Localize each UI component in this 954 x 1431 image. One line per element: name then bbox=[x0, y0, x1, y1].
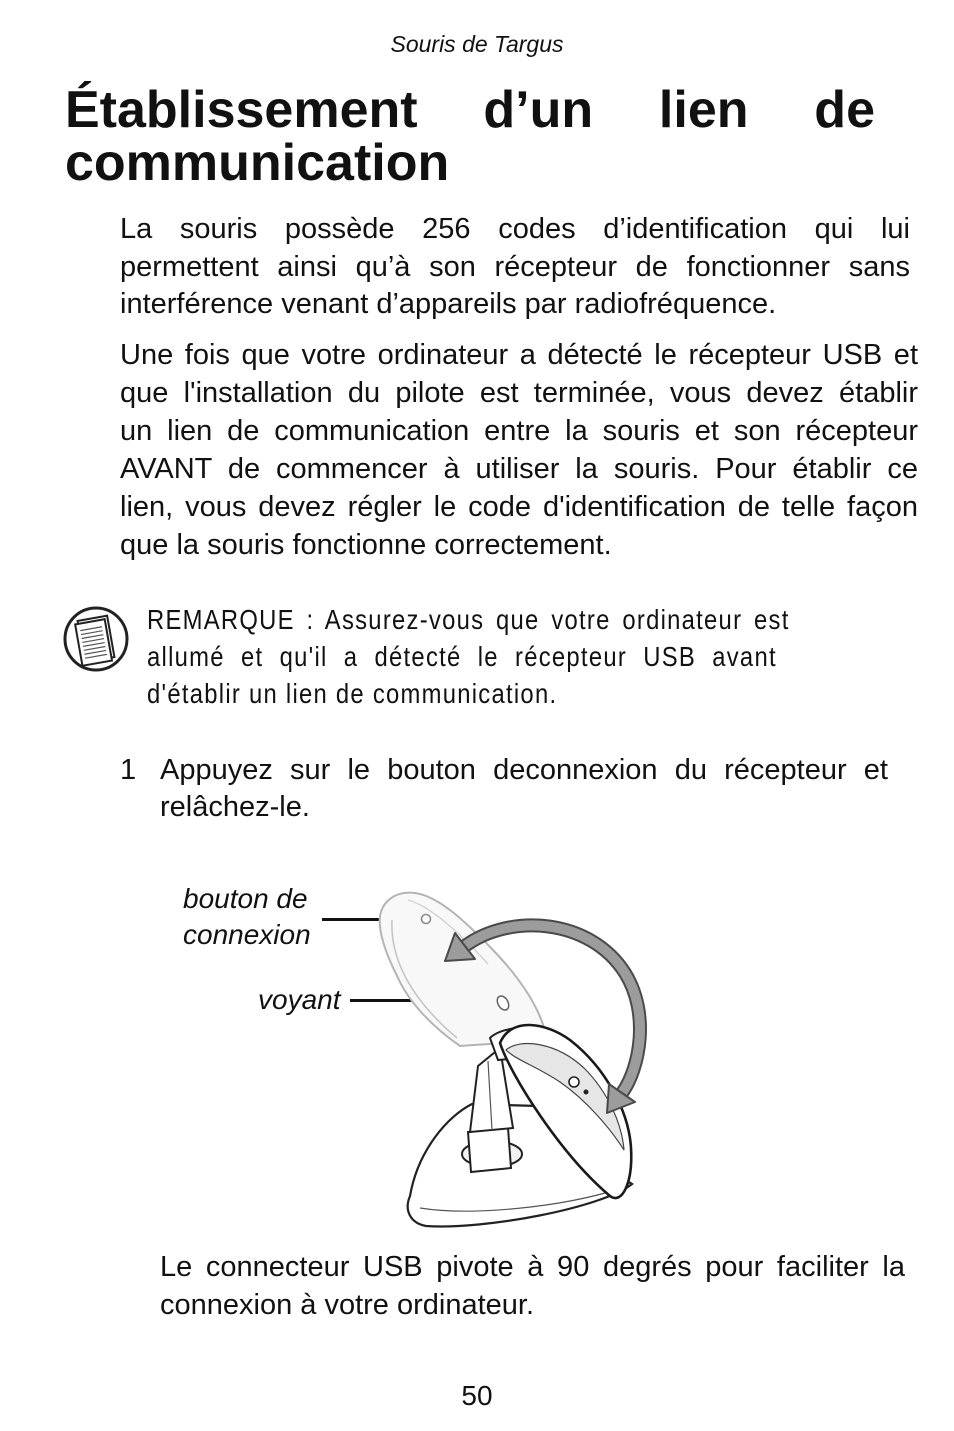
paragraph-2 bbox=[120, 336, 918, 564]
label-line: connexion bbox=[183, 919, 311, 950]
paragraph-line: La souris possède 256 codes d’identification qui lui bbox=[120, 213, 910, 245]
note-line: allumé et qu'il a détecté le récepteur USB avant bbox=[147, 641, 777, 672]
page-number: 50 bbox=[461, 1380, 493, 1411]
label-indicator: voyant bbox=[258, 984, 341, 1015]
label-line: bouton de bbox=[183, 883, 308, 914]
paragraph-line: Une fois que votre ordinateur a détecté le récepteur USB et bbox=[120, 339, 918, 371]
paragraph-line: AVANT de commencer à utiliser la souris. Pour établir ce bbox=[120, 453, 918, 485]
section-title: Établissement d’un lien de communication bbox=[65, 81, 875, 192]
paragraph-line: que l'installation du pilote est terminée, vous devez établir bbox=[120, 377, 918, 409]
receiver-ghost bbox=[380, 893, 547, 1046]
paragraph-line: lien, vous devez régler le code d'identification de telle façon bbox=[120, 491, 918, 523]
step-line: Appuyez sur le bouton deconnexion du récepteur et bbox=[160, 754, 888, 786]
step-1-text bbox=[160, 752, 888, 826]
paragraph-line: que la souris fonctionne correctement. bbox=[120, 529, 612, 561]
caption-line: connexion à votre ordinateur. bbox=[160, 1289, 535, 1321]
note-line: REMARQUE : Assurez-vous que votre ordinateur est bbox=[147, 604, 790, 635]
label-connect-button bbox=[183, 881, 311, 953]
note-pad-icon bbox=[61, 604, 131, 674]
connect-button-marker bbox=[422, 915, 431, 924]
step-line: relâchez-le. bbox=[160, 791, 310, 823]
paragraph-1 bbox=[120, 211, 910, 324]
paragraph-line: interférence venant d’appareils par radiofréquence. bbox=[120, 288, 777, 320]
note-line: d'établir un lien de communication. bbox=[147, 678, 558, 709]
running-header: Souris de Targus bbox=[390, 31, 564, 57]
note-remark bbox=[147, 601, 790, 712]
figure-caption bbox=[160, 1248, 905, 1324]
receiver-illustration bbox=[360, 878, 670, 1238]
paragraph-line: permettent ainsi qu’à son récepteur de fonctionner sans bbox=[120, 250, 910, 283]
caption-line: Le connecteur USB pivote à 90 degrés pour faciliter la bbox=[160, 1251, 905, 1283]
paragraph-line: un lien de communication entre la souris et son récepteur bbox=[120, 415, 918, 447]
step-number: 1 bbox=[120, 754, 137, 786]
